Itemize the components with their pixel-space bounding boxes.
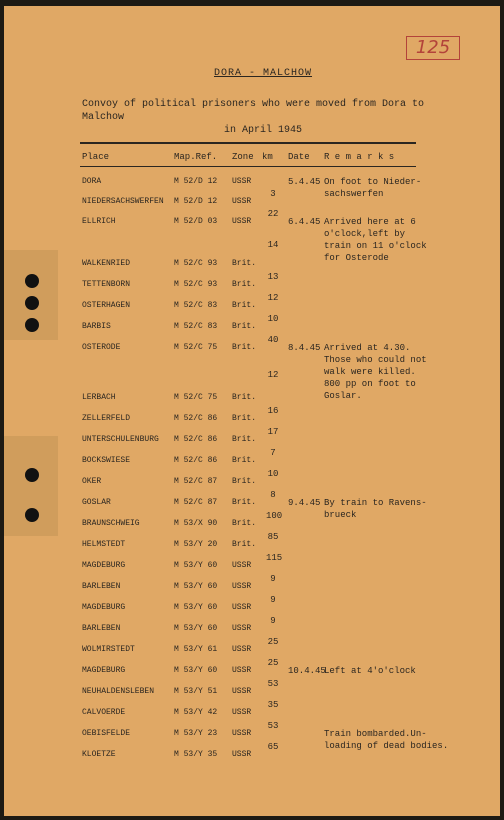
place-name: OSTERODE — [82, 343, 121, 352]
map-reference: M 53/Y 60 — [174, 582, 218, 591]
zone: Brit. — [232, 498, 257, 507]
subtitle-line-2: in April 1945 — [224, 125, 303, 136]
place-name: NIEDERSACHSWERFEN — [82, 197, 164, 206]
map-reference: M 52/C 75 — [174, 343, 218, 352]
place-name: WALKENRIED — [82, 259, 131, 268]
map-reference: M 52/C 86 — [174, 414, 218, 423]
punch-hole — [25, 508, 39, 522]
zone: USSR — [232, 197, 252, 206]
distance-km: 9 — [270, 595, 276, 605]
zone: Brit. — [232, 435, 257, 444]
header-remarks: R e m a r k s — [324, 152, 395, 162]
zone: USSR — [232, 750, 252, 759]
distance-km: 3 — [270, 189, 276, 199]
remark: Left at 4'o'clock — [324, 666, 416, 676]
place-name: MAGDEBURG — [82, 561, 126, 570]
header-map-ref: Map.Ref. — [174, 152, 218, 162]
map-reference: M 52/C 83 — [174, 322, 218, 331]
zone: USSR — [232, 729, 252, 738]
map-reference: M 53/Y 60 — [174, 603, 218, 612]
place-name: UNTERSCHULENBURG — [82, 435, 159, 444]
map-reference: M 52/C 86 — [174, 435, 218, 444]
distance-km: 17 — [267, 427, 279, 437]
subtitle-line-1: Convoy of political prisoners who were moved from Dora to Malchow — [82, 99, 425, 123]
distance-km: 85 — [267, 532, 279, 542]
remark: On foot to Nieder- sachswerfen — [324, 177, 422, 199]
zone: Brit. — [232, 477, 257, 486]
distance-km: 8 — [270, 490, 276, 500]
place-name: OSTERHAGEN — [82, 301, 131, 310]
date: 9.4.45 — [288, 498, 321, 508]
map-reference: M 52/C 93 — [174, 280, 218, 289]
remark: Train bombarded.Un- loading of dead bodies. — [324, 729, 449, 751]
zone: USSR — [232, 177, 252, 186]
distance-km: 25 — [267, 658, 279, 668]
place-name: LERBACH — [82, 393, 116, 402]
distance-km: 10 — [267, 314, 279, 324]
place-name: KLOETZE — [82, 750, 116, 759]
distance-km: 7 — [270, 448, 276, 458]
map-reference: M 52/C 87 — [174, 498, 218, 507]
date: 6.4.45 — [288, 217, 321, 227]
zone: USSR — [232, 687, 252, 696]
distance-km: 16 — [267, 406, 279, 416]
place-name: OEBISFELDE — [82, 729, 131, 738]
header-rule-bottom — [80, 166, 416, 167]
place-name: CALVOERDE — [82, 708, 126, 717]
zone: Brit. — [232, 322, 257, 331]
punch-hole — [25, 468, 39, 482]
zone: USSR — [232, 666, 252, 675]
map-reference: M 53/Y 60 — [174, 561, 218, 570]
map-reference: M 52/D 12 — [174, 177, 218, 186]
distance-km: 12 — [267, 293, 279, 303]
place-name: NEUHALDENSLEBEN — [82, 687, 155, 696]
distance-km: 53 — [267, 721, 279, 731]
distance-km: 22 — [267, 209, 279, 219]
zone: USSR — [232, 645, 252, 654]
zone: USSR — [232, 217, 252, 226]
place-name: BARLEBEN — [82, 624, 121, 633]
zone: Brit. — [232, 414, 257, 423]
date: 5.4.45 — [288, 177, 321, 187]
map-reference: M 52/D 12 — [174, 197, 218, 206]
map-reference: M 52/C 86 — [174, 456, 218, 465]
distance-km: 40 — [267, 335, 279, 345]
map-reference: M 53/Y 61 — [174, 645, 218, 654]
place-name: HELMSTEDT — [82, 540, 126, 549]
zone: Brit. — [232, 540, 257, 549]
place-name: DORA — [82, 177, 102, 186]
distance-km: 35 — [267, 700, 279, 710]
distance-km: 65 — [267, 742, 279, 752]
remark: By train to Ravens- brueck — [324, 498, 427, 520]
zone: USSR — [232, 624, 252, 633]
place-name: BOCKSWIESE — [82, 456, 131, 465]
document-title: DORA - MALCHOW — [214, 68, 313, 79]
remark: Arrived at 4.30. Those who could not walk were killed. 800 pp on foot to Goslar. — [324, 343, 427, 401]
zone: USSR — [232, 582, 252, 591]
place-name: MAGDEBURG — [82, 603, 126, 612]
map-reference: M 52/C 93 — [174, 259, 218, 268]
map-reference: M 53/Y 35 — [174, 750, 218, 759]
map-reference: M 53/Y 23 — [174, 729, 218, 738]
place-name: ELLRICH — [82, 217, 116, 226]
zone: Brit. — [232, 280, 257, 289]
distance-km: 25 — [267, 637, 279, 647]
map-reference: M 53/Y 51 — [174, 687, 218, 696]
map-reference: M 53/X 90 — [174, 519, 218, 528]
header-place: Place — [82, 152, 110, 162]
distance-km: 100 — [266, 511, 283, 521]
date: 8.4.45 — [288, 343, 321, 353]
distance-km: 10 — [267, 469, 279, 479]
place-name: ZELLERFELD — [82, 414, 131, 423]
distance-km: 14 — [267, 240, 279, 250]
map-reference: M 52/C 75 — [174, 393, 218, 402]
map-reference: M 53/Y 60 — [174, 666, 218, 675]
zone: Brit. — [232, 343, 257, 352]
punch-hole — [25, 274, 39, 288]
distance-km: 13 — [267, 272, 279, 282]
document-page — [4, 6, 500, 816]
document-subtitle — [82, 98, 432, 137]
zone: Brit. — [232, 259, 257, 268]
zone: USSR — [232, 561, 252, 570]
map-reference: M 53/Y 20 — [174, 540, 218, 549]
zone: Brit. — [232, 393, 257, 402]
header-zone: Zone — [232, 152, 254, 162]
zone: Brit. — [232, 301, 257, 310]
zone: USSR — [232, 708, 252, 717]
header-rule-top — [80, 142, 416, 144]
place-name: BRAUNSCHWEIG — [82, 519, 140, 528]
zone: Brit. — [232, 456, 257, 465]
punch-hole — [25, 318, 39, 332]
place-name: TETTENBORN — [82, 280, 131, 289]
zone: Brit. — [232, 519, 257, 528]
map-reference: M 53/Y 60 — [174, 624, 218, 633]
punch-hole — [25, 296, 39, 310]
header-km: km — [262, 152, 273, 162]
place-name: BARLEBEN — [82, 582, 121, 591]
map-reference: M 53/Y 42 — [174, 708, 218, 717]
distance-km: 9 — [270, 616, 276, 626]
distance-km: 9 — [270, 574, 276, 584]
place-name: BARBIS — [82, 322, 111, 331]
zone: USSR — [232, 603, 252, 612]
place-name: WOLMIRSTEDT — [82, 645, 135, 654]
place-name: OKER — [82, 477, 102, 486]
map-reference: M 52/D 03 — [174, 217, 218, 226]
map-reference: M 52/C 87 — [174, 477, 218, 486]
distance-km: 53 — [267, 679, 279, 689]
map-reference: M 52/C 83 — [174, 301, 218, 310]
header-date: Date — [288, 152, 310, 162]
remark: Arrived here at 6 o'clock,left by train on 11 o'clock for Osterode — [324, 217, 427, 263]
place-name: GOSLAR — [82, 498, 111, 507]
distance-km: 115 — [266, 553, 283, 563]
distance-km: 12 — [267, 370, 279, 380]
date: 10.4.45 — [288, 666, 326, 676]
page-number: 125 — [406, 36, 460, 60]
place-name: MAGDEBURG — [82, 666, 126, 675]
